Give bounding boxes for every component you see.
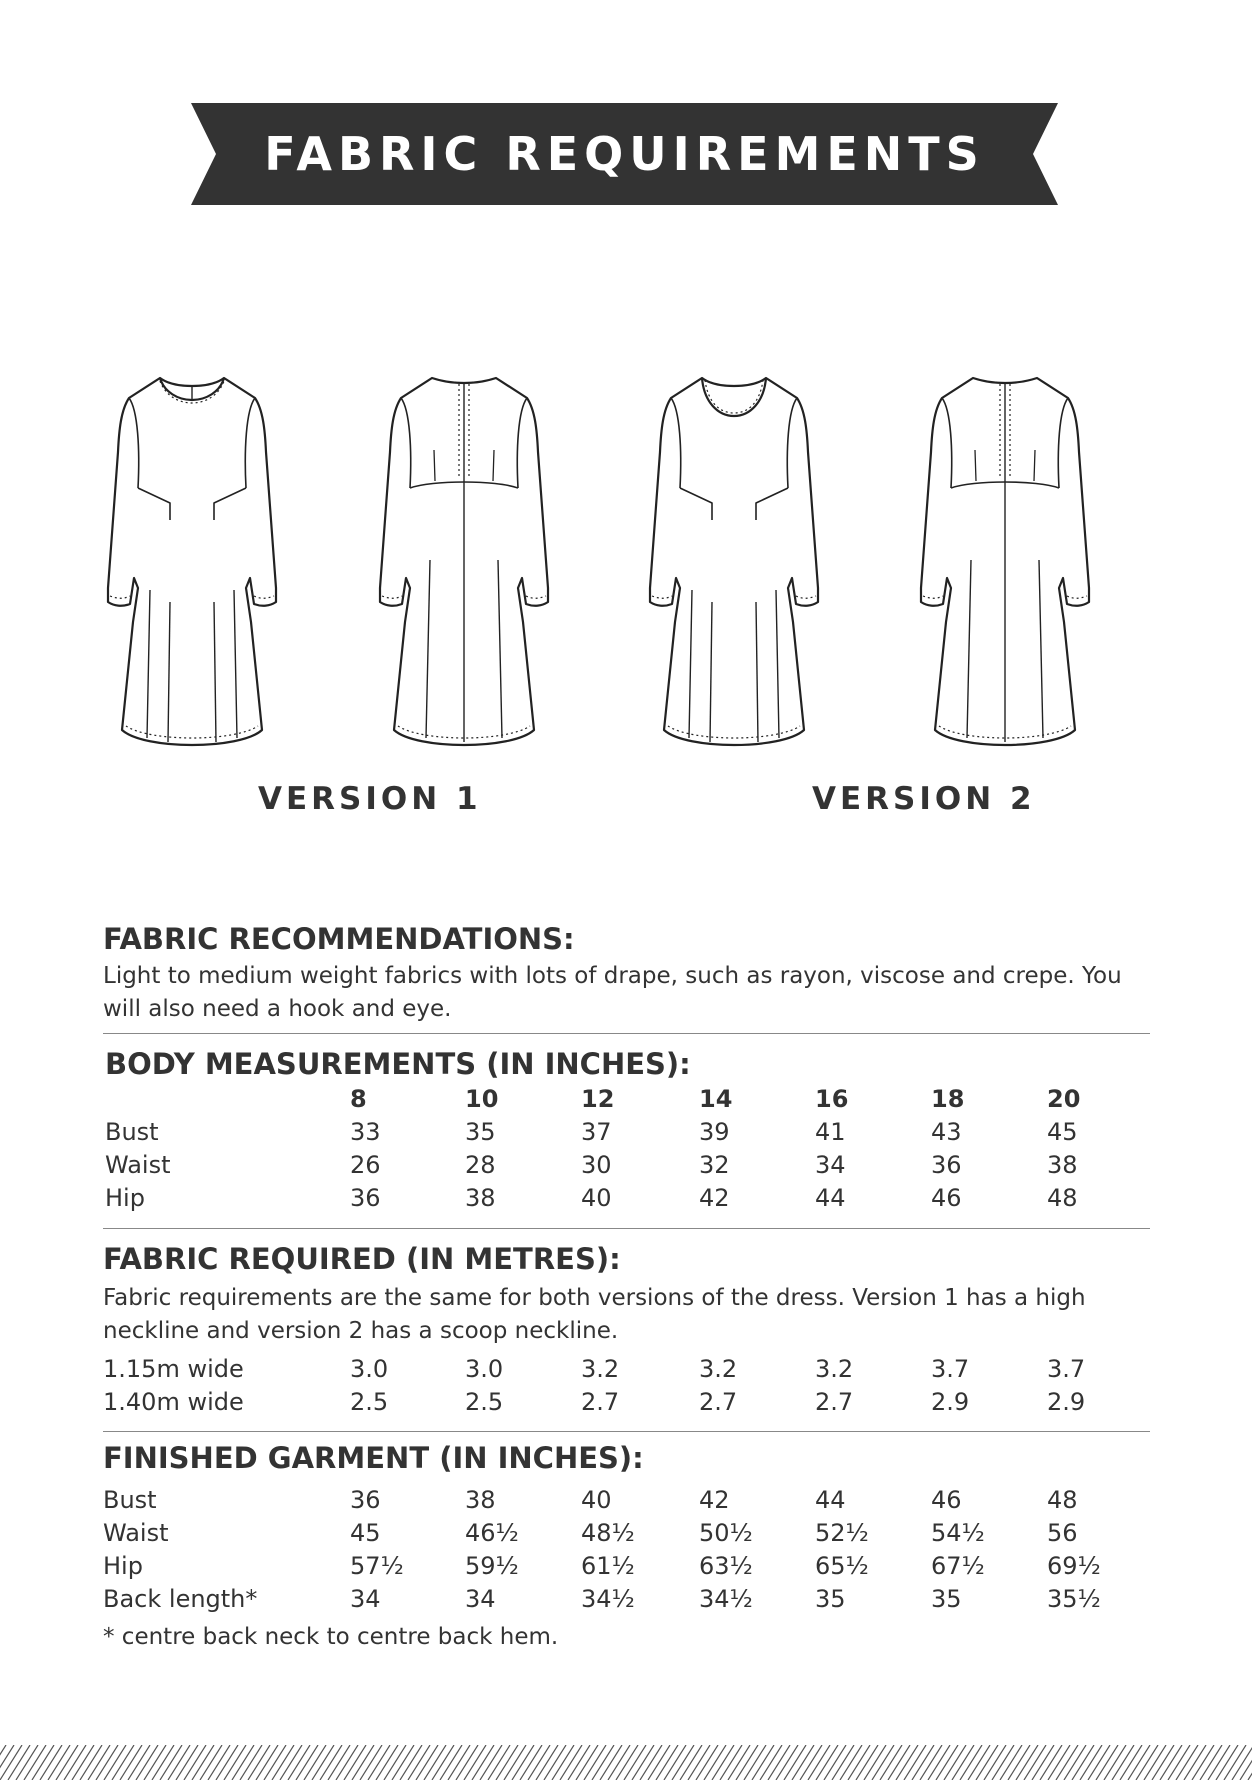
fabric-recommendations-heading: FABRIC RECOMMENDATIONS: (103, 922, 575, 956)
table-cell: 2.7 (581, 1388, 620, 1416)
body-measurements-heading: BODY MEASUREMENTS (IN INCHES): (105, 1047, 691, 1081)
table-cell: 54½ (931, 1519, 985, 1547)
table-cell: 30 (581, 1151, 612, 1179)
table-cell: 36 (350, 1486, 381, 1514)
table-cell: 57½ (350, 1552, 404, 1580)
row-label: Bust (105, 1118, 159, 1146)
table-cell: 3.2 (581, 1355, 620, 1383)
table-cell: 33 (350, 1118, 381, 1146)
table-cell: 28 (465, 1151, 496, 1179)
page-title: FABRIC REQUIREMENTS (264, 127, 985, 181)
size-header: 14 (699, 1085, 733, 1113)
version-1-front-dress (108, 378, 276, 745)
table-cell: 3.0 (465, 1355, 504, 1383)
table-cell: 26 (350, 1151, 381, 1179)
table-cell: 41 (815, 1118, 846, 1146)
table-cell: 3.2 (815, 1355, 854, 1383)
table-cell: 46 (931, 1184, 962, 1212)
footnote: * centre back neck to centre back hem. (103, 1624, 559, 1650)
row-label: 1.40m wide (103, 1388, 244, 1416)
table-cell: 3.7 (1047, 1355, 1086, 1383)
table-cell: 35 (815, 1585, 846, 1613)
table-cell: 34 (465, 1585, 496, 1613)
table-cell: 2.7 (699, 1388, 738, 1416)
table-cell: 59½ (465, 1552, 519, 1580)
table-cell: 67½ (931, 1552, 985, 1580)
table-cell: 44 (815, 1486, 846, 1514)
dress-illustrations (100, 370, 1150, 760)
table-cell: 48½ (581, 1519, 635, 1547)
table-cell: 52½ (815, 1519, 869, 1547)
version-2-front-dress (650, 378, 818, 745)
size-header: 8 (350, 1085, 367, 1113)
table-cell: 36 (931, 1151, 962, 1179)
table-cell: 40 (581, 1486, 612, 1514)
row-label: Waist (105, 1151, 171, 1179)
table-cell: 2.5 (350, 1388, 389, 1416)
table-cell: 39 (699, 1118, 730, 1146)
size-header: 20 (1047, 1085, 1081, 1113)
table-cell: 2.9 (1047, 1388, 1086, 1416)
table-cell: 3.0 (350, 1355, 389, 1383)
table-cell: 38 (1047, 1151, 1078, 1179)
table-cell: 38 (465, 1486, 496, 1514)
table-cell: 34 (350, 1585, 381, 1613)
title-banner (191, 103, 1058, 205)
table-cell: 42 (699, 1486, 730, 1514)
hatched-border-strip (0, 1745, 1252, 1780)
table-cell: 69½ (1047, 1552, 1101, 1580)
table-cell: 3.7 (931, 1355, 970, 1383)
table-cell: 34 (815, 1151, 846, 1179)
table-cell: 35 (465, 1118, 496, 1146)
table-cell: 46 (931, 1486, 962, 1514)
table-cell: 2.7 (815, 1388, 854, 1416)
table-cell: 48 (1047, 1486, 1078, 1514)
table-cell: 42 (699, 1184, 730, 1212)
version-2-back-dress (921, 378, 1089, 745)
table-cell: 34½ (581, 1585, 635, 1613)
table-cell: 35 (931, 1585, 962, 1613)
table-cell: 32 (699, 1151, 730, 1179)
table-cell: 34½ (699, 1585, 753, 1613)
row-label: Back length* (103, 1585, 258, 1613)
size-header: 18 (931, 1085, 965, 1113)
table-cell: 46½ (465, 1519, 519, 1547)
table-cell: 61½ (581, 1552, 635, 1580)
divider (103, 1228, 1150, 1229)
table-cell: 45 (350, 1519, 381, 1547)
row-label: Bust (103, 1486, 157, 1514)
table-cell: 2.9 (931, 1388, 970, 1416)
row-label: 1.15m wide (103, 1355, 244, 1383)
table-cell: 56 (1047, 1519, 1078, 1547)
table-cell: 63½ (699, 1552, 753, 1580)
table-cell: 35½ (1047, 1585, 1101, 1613)
table-cell: 65½ (815, 1552, 869, 1580)
fabric-required-text: Fabric requirements are the same for both versions of the dress. Version 1 has a high neckline and version 2 has a scoop neckline. (103, 1285, 1086, 1344)
table-cell: 36 (350, 1184, 381, 1212)
fabric-recommendations-text: Light to medium weight fabrics with lots of drape, such as rayon, viscose and crepe. You will also need a hook and eye. (103, 963, 1122, 1022)
fabric-required-heading: FABRIC REQUIRED (IN METRES): (103, 1242, 621, 1276)
finished-garment-heading: FINISHED GARMENT (IN INCHES): (103, 1441, 644, 1475)
size-header: 12 (581, 1085, 615, 1113)
table-cell: 2.5 (465, 1388, 504, 1416)
divider (103, 1033, 1150, 1034)
version-2-label: VERSION 2 (812, 781, 1036, 817)
row-label: Hip (103, 1552, 143, 1580)
table-cell: 50½ (699, 1519, 753, 1547)
size-header: 16 (815, 1085, 849, 1113)
table-cell: 44 (815, 1184, 846, 1212)
table-cell: 40 (581, 1184, 612, 1212)
row-label: Waist (103, 1519, 169, 1547)
version-1-back-dress (380, 378, 548, 745)
table-cell: 43 (931, 1118, 962, 1146)
table-cell: 38 (465, 1184, 496, 1212)
table-cell: 37 (581, 1118, 612, 1146)
table-cell: 3.2 (699, 1355, 738, 1383)
size-header: 10 (465, 1085, 499, 1113)
row-label: Hip (105, 1184, 145, 1212)
version-1-label: VERSION 1 (258, 781, 482, 817)
table-cell: 45 (1047, 1118, 1078, 1146)
divider (103, 1431, 1150, 1432)
table-cell: 48 (1047, 1184, 1078, 1212)
